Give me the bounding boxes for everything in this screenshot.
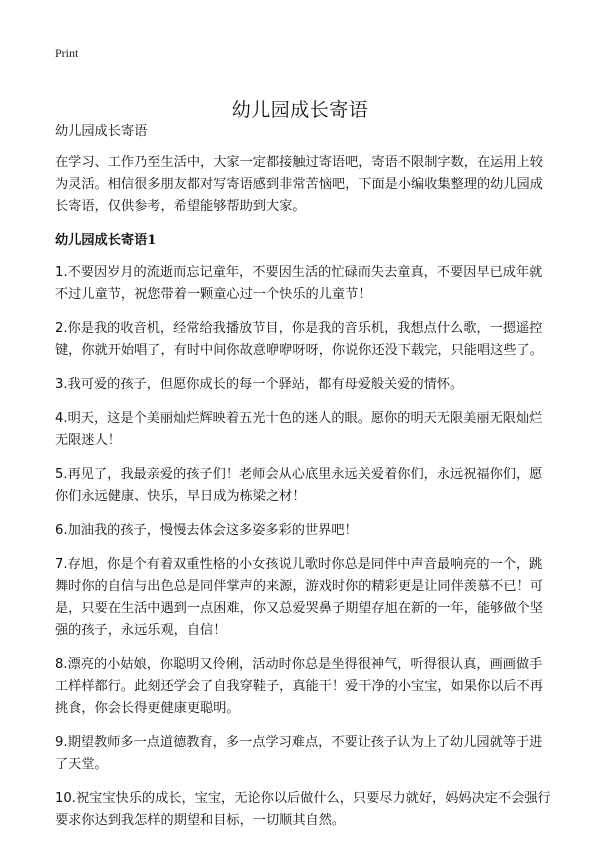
message-item-8: 8.漂亮的小姑娘，你聪明又伶俐，活动时你总是坐得很神气，听得很认真，画画做手工样样都行。此刻还学会了自我穿鞋子，真能干！爱干净的小宝宝，如果你以后不再挑食，你会长得更健康更聪明。 bbox=[55, 657, 543, 716]
message-item-5: 5.再见了，我最亲爱的孩子们！老师会从心底里永远关爱着你们，永远祝福你们，愿你们永远健康、快乐，早日成为栋梁之材！ bbox=[55, 467, 543, 504]
message-item-10: 10.祝宝宝快乐的成长，宝宝，无论你以后做什么，只要尽力就好，妈妈决定不会强行要求你达到我怎样的期望和目标，一切顺其自然。 bbox=[55, 791, 551, 828]
message-item-3: 3.我可爱的孩子，但愿你成长的每一个驿站，都有母爱般关爱的情怀。 bbox=[55, 377, 464, 392]
message-item-4: 4.明天，这是个美丽灿烂辉映着五光十色的迷人的眼。愿你的明天无限美丽无限灿烂无限迷人！ bbox=[55, 411, 543, 448]
message-item-7: 7.存旭，你是个有着双重性格的小女孩说儿歌时你总是同伴中声音最响亮的一个，跳舞时你的自信与出色总是同伴掌声的来源，游戏时你的精彩更是让同伴羡慕不已！可是，只要在生活中遇到一点困难，你又总爱哭鼻子期望存旭在新的一年，能够做个坚强的孩子，永远乐观，自信！ bbox=[55, 557, 543, 638]
message-item-9: 9.期望教师多一点道德教育，多一点学习难点，不要让孩子认为上了幼儿园就等于进了天堂。 bbox=[55, 735, 543, 772]
message-item-6: 6.加油我的孩子，慢慢去体会这多姿多彩的世界吧！ bbox=[55, 523, 358, 538]
message-item-1: 1.不要因岁月的流逝而忘记童年，不要因生活的忙碌而失去童真，不要因早已成年就不过儿童节，祝您带着一颗童心过一个快乐的儿童节！ bbox=[55, 265, 543, 302]
document-subtitle: 幼儿园成长寄语 bbox=[55, 124, 148, 139]
document-title: 幼儿园成长寄语 bbox=[231, 98, 369, 121]
document-body bbox=[55, 121, 551, 844]
intro-paragraph: 在学习、工作乃至生活中，大家一定都接触过寄语吧，寄语不限制字数，在运用上较为灵活。相信很多朋友都对写寄语感到非常苦恼吧，下面是小编收集整理的幼儿园成长寄语，仅供参考，希望能够帮助到大家。 bbox=[55, 155, 543, 214]
section-heading: 幼儿园成长寄语1 bbox=[55, 233, 157, 248]
message-item-2: 2.你是我的收音机，经常给我播放节目，你是我的音乐机，我想点什么歌，一摁遥控键，你就开始唱了，有时中间你故意咿咿呀呀，你说你还没下载完，只能唱这些了。 bbox=[55, 321, 543, 358]
print-label[interactable]: Print bbox=[55, 46, 79, 60]
